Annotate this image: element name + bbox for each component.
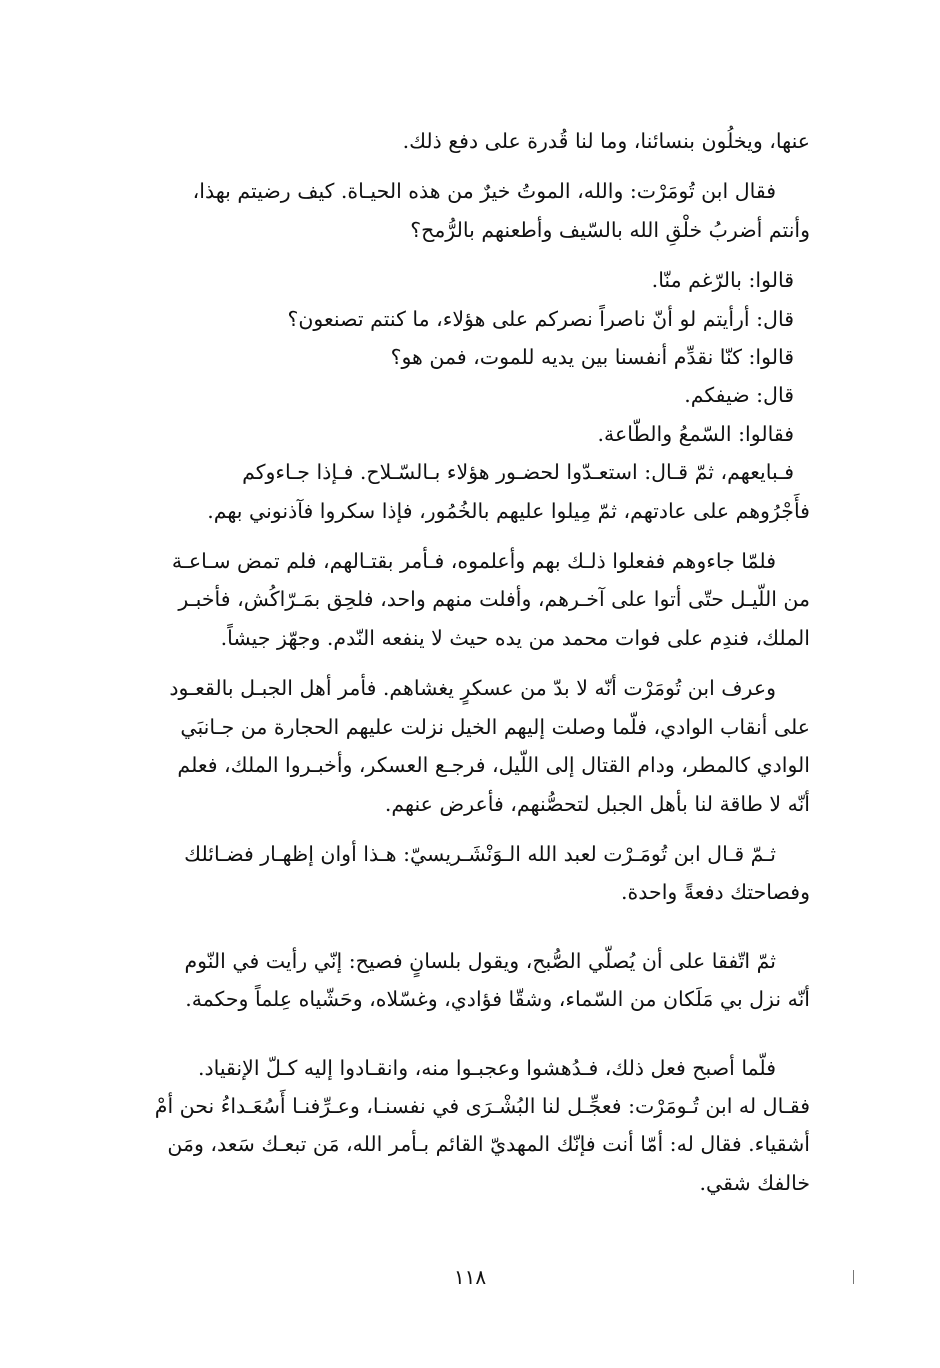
paragraph-8	[92, 1049, 810, 1203]
margin-mark	[853, 1270, 854, 1284]
text-line: فأَجْرُوهم على عادتهم، ثمّ مِيلوا عليهم بالخُمُور، فإذا سكروا فآذنوني بهم.	[207, 498, 810, 523]
text-line: قالوا: بالرّغم منّا.	[651, 268, 794, 293]
paragraph-3	[92, 261, 810, 530]
text-line: وعرف ابن تُومَرْت أنّه لا بدّ من عسكرٍ يغشاهم. فأمر أهل الجبـل بالقعـود	[169, 676, 776, 701]
paragraph-4	[92, 542, 810, 657]
paragraph-2	[92, 172, 810, 249]
text-line: فلمّا جاءوهم ففعلوا ذلـك بهم وأعلموه، فـأمر بقتـالهم، فلم تمض سـاعـة	[171, 549, 776, 574]
text-line: أشقياء. فقال له: أمّا أنت فإنّك المهديّ القائم بـأمر الله، مَن تبعـك سَعد، ومَن	[167, 1132, 810, 1157]
text-line: على أنقاب الوادي، فلّما وصلت إليهم الخيل نزلت عليهم الحجارة من جـانبَي	[180, 714, 810, 739]
paragraph-7	[92, 942, 810, 1019]
text-line: فقـال له ابن تُـومَرْت: فعجِّـل لنا البُشْـرَى في نفسنـا، وعـرِّفنـا أَسُعَـداءُ نحن أمْ	[154, 1093, 810, 1118]
paragraph-1	[92, 122, 810, 160]
page-body	[92, 122, 810, 1214]
text-line: فـبايعهم، ثمّ قـال: استعـدّوا لحضـور هؤلاء بـالسّـلاح. فـإذا جـاءوكم	[242, 460, 794, 485]
text-line: فقالوا: السّمعُ والطّاعة.	[597, 421, 794, 446]
text-line: ثمّ اتّفقا على أن يُصلّي الصُّبح، ويقول بلسانٍ فصيح: إنّي رأيت في النّوم	[184, 948, 776, 973]
paragraph-6	[92, 835, 810, 912]
text-line: قال: أرأيتم لو أنّ ناصراً نصركم على هؤلاء، ما كنتم تصنعون؟	[287, 306, 794, 331]
paragraph-5	[92, 669, 810, 823]
text-line: من اللّيـل حتّى أتوا على آخـرهم، وأفلت منهم واحد، فلحِق بمَـرّاكُش، فأخبـر	[178, 587, 810, 612]
text-line: فقال ابن تُومَرْت: والله، الموتُ خيرٌ من هذه الحيـاة. كيف رضيتم بهذا،	[192, 179, 776, 204]
text-line: أنّه نزل بي مَلَكان من السّماء، وشقّا فؤادي، وغسّلاه، وحَشّياه عِلماً وحكمة.	[185, 987, 810, 1012]
text-line: فلّما أصبح فعل ذلك، فـدُهشوا وعجبـوا منه، وانقـادوا إليه كـلّ الإنقياد.	[197, 1055, 776, 1080]
page-number: ١١٨	[453, 1265, 487, 1289]
text-line: خالفك شقي.	[699, 1170, 810, 1195]
text-line: قال: ضيفكم.	[684, 383, 794, 408]
text-line: وأنتم أضربُ خلْقِ الله بالسّيف وأطعنهم بالرُّمح؟	[410, 217, 810, 242]
text-line: أنّه لا طاقة لنا بأهل الجبل لتحصُّنهم، فأعرض عنهم.	[384, 791, 810, 816]
text-line: الوادي كالمطر، ودام القتال إلى اللّيل، فرجـع العسكر، وأخبـروا الملك، فعلم	[177, 753, 810, 778]
text-line: قالوا: كنّا نقدِّم أنفسنا بين يديه للموت، فمن هو؟	[390, 345, 794, 370]
text-line: الملك، فندِم على فوات محمد من يده حيث لا ينفعه النّدم. وجهّز جيشاً.	[220, 625, 810, 650]
text-line: وفصاحتك دفعةً واحدة.	[621, 880, 810, 905]
text-line: عنها، ويخلُون بنسائنا، وما لنا قُدرة على دفع ذلك.	[402, 129, 810, 153]
text-line: ثـمّ قـال ابن تُومَـرْت لعبد الله الـوَنْشَـريسيّ: هـذا أوان إظهـار فضـائلك	[184, 841, 776, 866]
